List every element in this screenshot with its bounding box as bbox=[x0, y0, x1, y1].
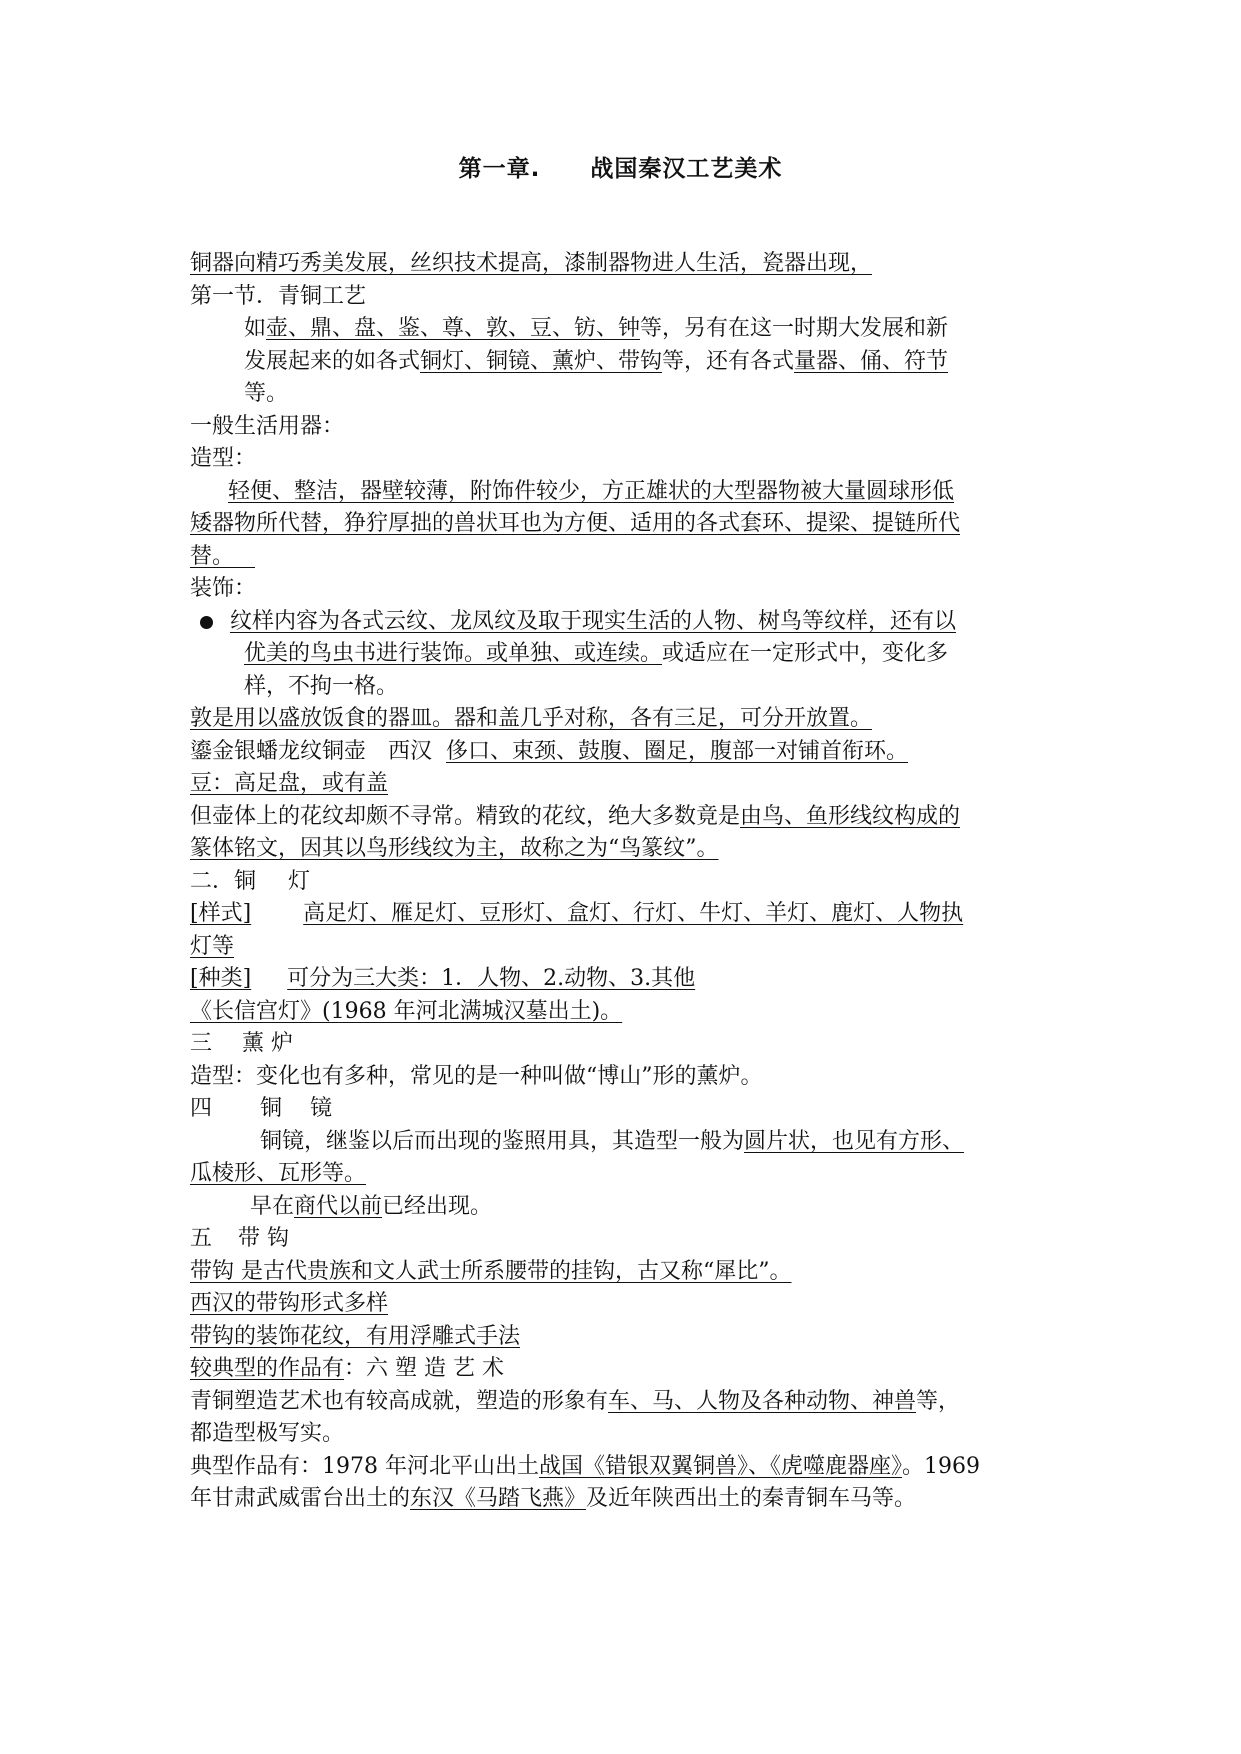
text-line: 一般生活用器： bbox=[190, 413, 345, 439]
text-line: 铜器向精巧秀美发展，丝织技术提高，漆制器物进人生活，瓷器出现， bbox=[190, 251, 873, 276]
text-line: 篆体铭文，因其以鸟形线纹为主，故称之为“鸟篆纹”。 bbox=[190, 836, 719, 861]
text-line: 年甘肃武威雷台出土的东汉《马踏飞燕》及近年陕西出土的秦青铜车马等。 bbox=[190, 1486, 917, 1511]
section-heading: 三 薰 炉 bbox=[190, 1031, 294, 1056]
text-line: 样，不拘一格。 bbox=[244, 673, 399, 699]
text-line: 装饰： bbox=[190, 576, 257, 601]
text-line: 豆：高足盘，或有盖 bbox=[190, 771, 389, 796]
text-line: 鎏金银蟠龙纹铜壶 西汉 侈口、束颈、鼓腹、圈足，腹部一对铺首衔环。 bbox=[190, 738, 909, 764]
text-line: 铜镜，继鉴以后而出现的鉴照用具，其造型一般为圆片状，也见有方形、 bbox=[260, 1128, 965, 1154]
chapter-title bbox=[0, 150, 1241, 183]
section-heading: 二．铜 灯 bbox=[190, 868, 311, 894]
text-line: 替。 bbox=[190, 543, 235, 569]
text-line: 敦是用以盛放饭食的器皿。器和盖几乎对称，各有三足，可分开放置。 bbox=[190, 706, 873, 731]
text-line: 矮器物所代替，狰狞厚拙的兽状耳也为方便、适用的各式套环、提梁、提链所代 bbox=[190, 511, 961, 536]
text-line: 灯等 bbox=[190, 933, 235, 959]
chapter-number: 第一章. bbox=[458, 156, 541, 182]
text-line: 瓜棱形、瓦形等。 bbox=[190, 1161, 367, 1186]
section-heading: 四 铜 镜 bbox=[190, 1096, 333, 1121]
text-line: 轻便、整洁，器壁较薄，附饰件较少，方正雄状的大型器物被大量圆球形低 bbox=[228, 478, 955, 504]
bullet-item: 纹样内容为各式云纹、龙凤纹及取于现实生活的人物、树鸟等纹样，还有以 bbox=[190, 606, 1070, 639]
section-heading: 五 带 钩 bbox=[190, 1226, 290, 1251]
text-line: 带钩 是古代贵族和文人武士所系腰带的挂钩，古又称“犀比”。 bbox=[190, 1258, 792, 1284]
section-heading: 第一节．青铜工艺 bbox=[190, 283, 367, 309]
text-line: 典型作品有：1978 年河北平山出土战国《错银双翼铜兽》、《虎噬鹿器座》。1969 bbox=[190, 1453, 980, 1479]
text-line: 《长信宫灯》(1968 年河北满城汉墓出土)。 bbox=[190, 998, 623, 1024]
text-line: 如壶、鼎、盘、鉴、尊、敦、豆、钫、钟等，另有在这一时期大发展和新 bbox=[244, 316, 949, 341]
text-line: [样式] 高足灯、雁足灯、豆形灯、盒灯、行灯、牛灯、羊灯、鹿灯、人物执 bbox=[190, 901, 964, 926]
document-body bbox=[190, 248, 1070, 1516]
text-line: 优美的鸟虫书进行装饰。或单独、或连续。或适应在一定形式中，变化多 bbox=[244, 641, 949, 666]
text-line: 都造型极写实。 bbox=[190, 1421, 345, 1446]
text-line: 等。 bbox=[244, 381, 289, 406]
text-line: 青铜塑造艺术也有较高成就，塑造的形象有车、马、人物及各种动物、神兽等， bbox=[190, 1388, 961, 1414]
text-line: 带钩的装饰花纹，有用浮雕式手法 bbox=[190, 1323, 521, 1349]
text-line: 造型： bbox=[190, 446, 257, 471]
text-line: 发展起来的如各式铜灯、铜镜、薰炉、带钩等，还有各式量器、俑、符节 bbox=[244, 348, 949, 374]
text-line: 早在商代以前已经出现。 bbox=[250, 1193, 493, 1219]
text-line: [种类] 可分为三大类：1．人物、2.动物、3.其他 bbox=[190, 966, 696, 991]
text-line: 较典型的作品有：六 塑 造 艺 术 bbox=[190, 1356, 504, 1381]
text-line: 但壶体上的花纹却颇不寻常。精致的花纹，绝大多数竟是由鸟、鱼形线纹构成的 bbox=[190, 803, 961, 829]
bullet-dot-icon bbox=[200, 616, 213, 629]
chapter-name: 战国秦汉工艺美术 bbox=[590, 156, 783, 182]
text-line: 西汉的带钩形式多样 bbox=[190, 1291, 389, 1316]
text-line: 造型：变化也有多种，常见的是一种叫做“博山”形的薰炉。 bbox=[190, 1063, 763, 1089]
